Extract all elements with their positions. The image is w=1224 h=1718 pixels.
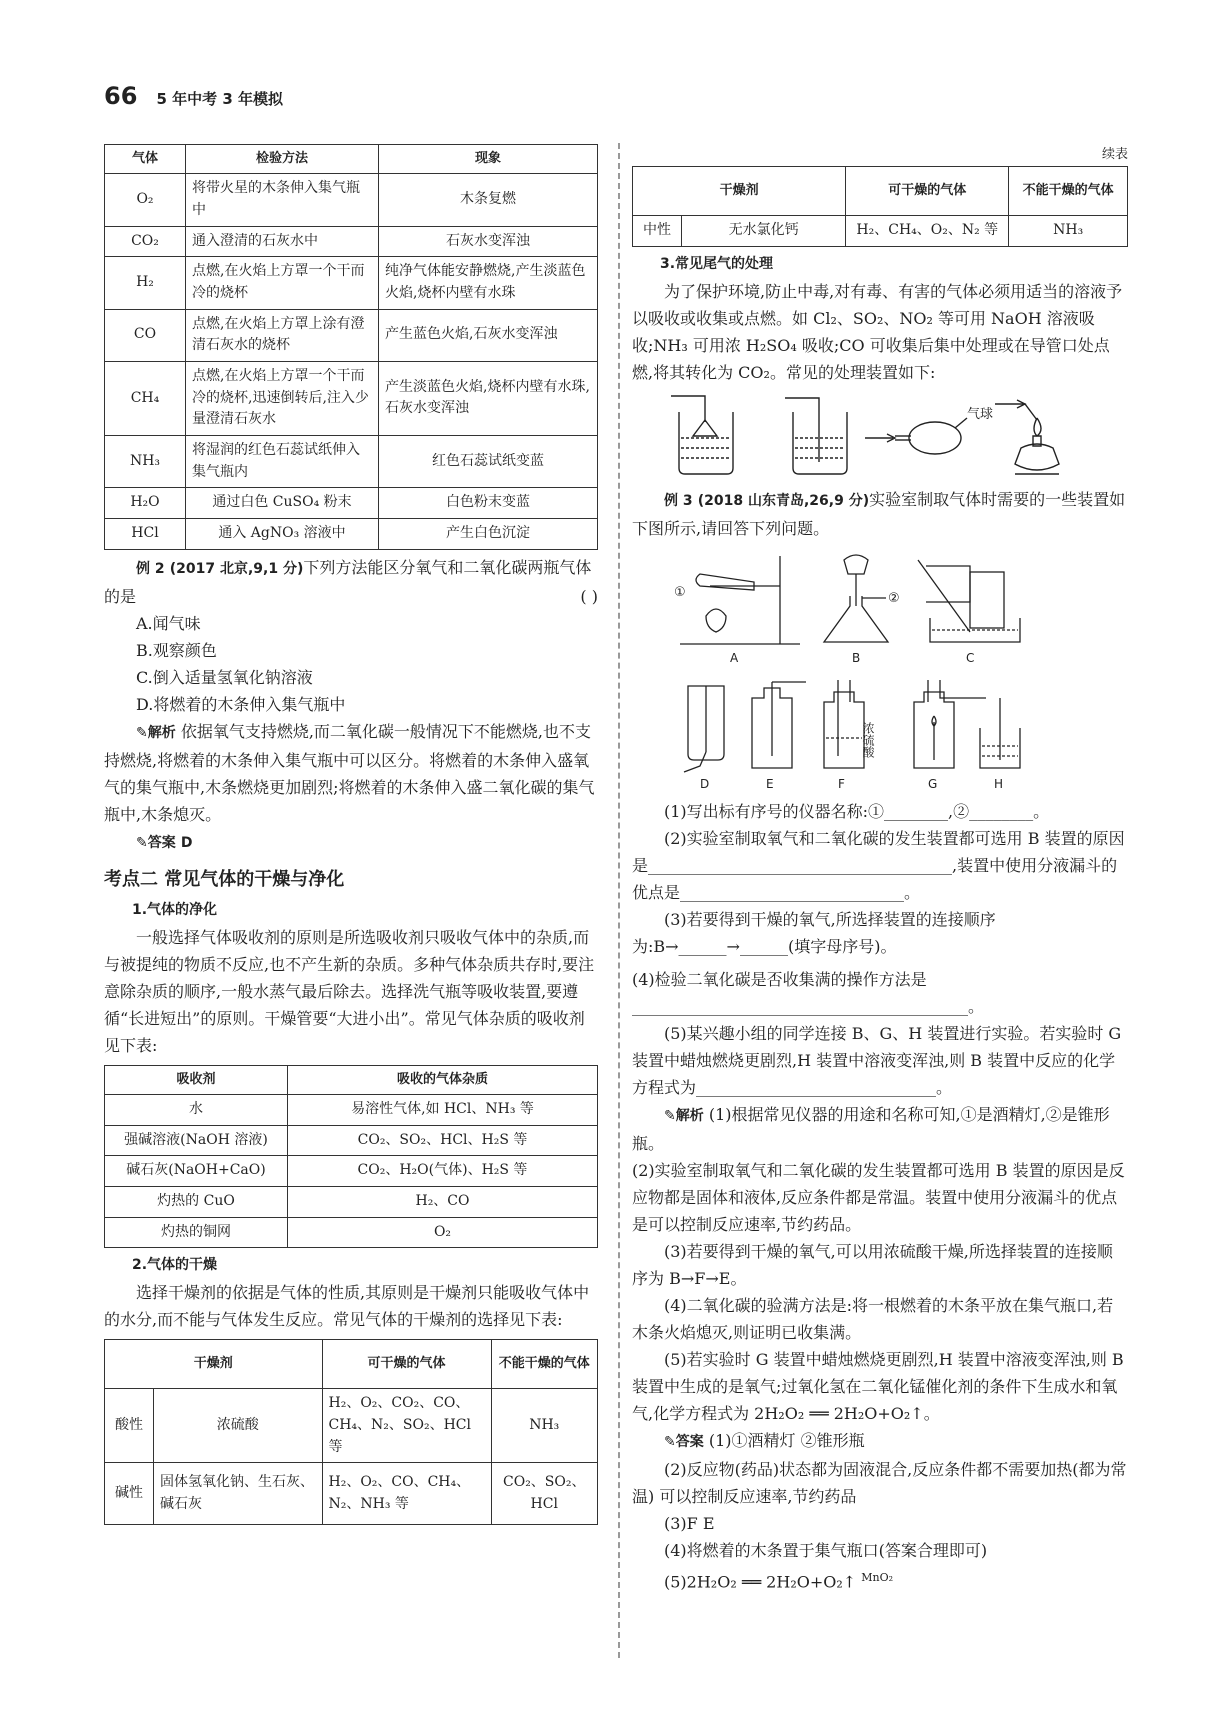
answer-value: D bbox=[180, 834, 193, 851]
table-cell: 点燃,在火焰上方罩一个干而冷的烧杯 bbox=[186, 257, 379, 309]
table-header: 现象 bbox=[379, 145, 598, 174]
balloon-icon bbox=[865, 406, 993, 454]
option-a: A.闻气味 bbox=[136, 613, 201, 633]
table-cell: CO₂、SO₂、HCl、H₂S 等 bbox=[288, 1125, 598, 1156]
table-row bbox=[105, 226, 598, 257]
table-cell: 酸性 bbox=[105, 1389, 154, 1463]
apparatus-e-icon bbox=[752, 682, 806, 791]
table-cell: 产生蓝色火焰,石灰水变浑浊 bbox=[379, 309, 598, 361]
table-header: 不能干燥的气体 bbox=[491, 1340, 598, 1389]
table-row bbox=[105, 1463, 598, 1525]
section-title: 考点二 常见气体的干燥与净化 bbox=[104, 868, 345, 890]
answer-1: (1)①酒精灯 ②锥形瓶 bbox=[708, 1430, 865, 1450]
tail-gas-apparatus-figure bbox=[665, 390, 1095, 482]
answer-paren: ( ) bbox=[580, 586, 598, 606]
label-d: D bbox=[700, 776, 710, 791]
table-cell: 浓硫酸 bbox=[154, 1389, 323, 1463]
label-b: B bbox=[852, 650, 861, 665]
table-cell: 灼热的 CuO bbox=[105, 1186, 288, 1217]
gas-test-table bbox=[104, 144, 598, 550]
subsection-title: 3.常见尾气的处理 bbox=[660, 255, 774, 272]
apparatus-b-icon bbox=[824, 555, 900, 665]
table-row bbox=[105, 519, 598, 550]
question-4: (4)检验二氧化碳是否收集满的操作方法是__________________________________________。 bbox=[632, 969, 985, 1016]
answer-2: (2)反应物(药品)状态都为固液混合,反应条件都不需要加热(都为常温) 可以控制反应速率,节约药品 bbox=[632, 1459, 1127, 1506]
table-cell: O₂ bbox=[288, 1217, 598, 1248]
apparatus-c-icon bbox=[918, 560, 1020, 665]
example-question: 下列方法能区分氧气和二氧化碳两瓶气体的是 bbox=[104, 557, 592, 606]
table-row bbox=[105, 488, 598, 519]
burn-lamp-icon bbox=[995, 400, 1059, 474]
question-5: (5)某兴趣小组的同学连接 B、G、H 装置进行实验。若实验时 G 装置中蜡烛燃烧更剧烈,H 装置中溶液变浑浊,则 B 装置中反应的化学方程式为______________________________。 bbox=[632, 1023, 1122, 1097]
table-cell: 石灰水变浑浊 bbox=[379, 226, 598, 257]
paragraph: 为了保护环境,防止中毒,对有毒、有害的气体必须用适当的溶液予以吸收或收集或点燃。如 Cl₂、SO₂、NO₂ 等可用 NaOH 溶液吸收;NH₃ 可用浓 H₂SO₄ 吸收;CO 可收集后集中处理或在导管口处点燃,将其转化为 CO₂。常见的处理装置如下: bbox=[632, 281, 1123, 382]
marker-1: ① bbox=[674, 584, 686, 600]
table-row bbox=[105, 309, 598, 361]
table-row bbox=[105, 1125, 598, 1156]
table-cell: 红色石蕊试纸变蓝 bbox=[379, 436, 598, 488]
right-column bbox=[632, 144, 1128, 1595]
answer-3: (3)F E bbox=[664, 1513, 715, 1533]
table-row bbox=[105, 1094, 598, 1125]
table-cell: NH₃ bbox=[1009, 216, 1128, 247]
apparatus-a-icon bbox=[674, 556, 800, 665]
table-header: 干燥剂 bbox=[105, 1340, 323, 1389]
table-cell: 碱石灰(NaOH+CaO) bbox=[105, 1156, 288, 1187]
table-row bbox=[105, 1186, 598, 1217]
acid-label: 浓硫酸 bbox=[861, 721, 875, 758]
apparatus-f-icon bbox=[824, 680, 875, 791]
column-divider bbox=[618, 143, 620, 1658]
table-cell: H₂ bbox=[105, 257, 186, 309]
answer-5: (5)2H₂O₂ ══ 2H₂O+O₂↑ bbox=[664, 1572, 857, 1592]
question-2: (2)实验室制取氧气和二氧化碳的发生装置都可选用 B 装置的原因是______________________________________,装置中使用分液漏斗的优点是____________________________。 bbox=[632, 828, 1125, 902]
option-c: C.倒入适量氢氧化钠溶液 bbox=[136, 667, 313, 687]
table-cell: 碱性 bbox=[105, 1463, 154, 1525]
example-label: 例 2 bbox=[136, 560, 165, 577]
table-cell: 白色粉末变蓝 bbox=[379, 488, 598, 519]
desiccant-table bbox=[104, 1339, 598, 1525]
table-cell: 产生淡蓝色火焰,烧杯内壁有水珠,石灰水变浑浊 bbox=[379, 361, 598, 435]
page-number: 66 bbox=[104, 82, 138, 110]
table-row bbox=[105, 1156, 598, 1187]
absorb-beaker-funnel-icon bbox=[671, 396, 733, 474]
table-cell: 点燃,在火焰上方罩一个干而冷的烧杯,迅速倒转后,注入少量澄清石灰水 bbox=[186, 361, 379, 435]
table-row bbox=[105, 361, 598, 435]
table-cell: 将湿润的红色石蕊试纸伸入集气瓶内 bbox=[186, 436, 379, 488]
table-header: 可干燥的气体 bbox=[846, 167, 1009, 216]
table-cell: 木条复燃 bbox=[379, 174, 598, 226]
paragraph: 一般选择气体吸收剂的原则是所选吸收剂只吸收气体中的杂质,而与被提纯的物质不反应,也不产生新的杂质。多种气体杂质共存时,要注意除杂质的顺序,一般水蒸气最后除去。选择洗气瓶等吸收装置,要遵循“长进短出”的原则。干燥管要“大进小出”。常见气体杂质的吸收剂见下表: bbox=[104, 927, 595, 1055]
table-row bbox=[105, 174, 598, 226]
left-column bbox=[104, 144, 598, 1525]
table-cell: 通过白色 CuSO₄ 粉末 bbox=[186, 488, 379, 519]
label-g: G bbox=[928, 776, 938, 791]
subsection-title: 1.气体的净化 bbox=[132, 901, 218, 918]
table-row bbox=[105, 257, 598, 309]
table-header: 干燥剂 bbox=[633, 167, 846, 216]
analysis-label: ✎解析 bbox=[664, 1107, 704, 1124]
analysis-3: (3)若要得到干燥的氧气,可以用浓硫酸干燥,所选择装置的连接顺序为 B→F→E。 bbox=[632, 1241, 1113, 1288]
table-cell: 易溶性气体,如 HCl、NH₃ 等 bbox=[288, 1094, 598, 1125]
question-3: (3)若要得到干燥的氧气,所选择装置的连接顺序为:B→______→______(填字母序号)。 bbox=[632, 909, 996, 956]
label-f: F bbox=[838, 776, 845, 791]
table-header: 检验方法 bbox=[186, 145, 379, 174]
paragraph: 选择干燥剂的依据是气体的性质,其原则是干燥剂只能吸收气体中的水分,而不能与气体发生反应。常见气体的干燥剂的选择见下表: bbox=[104, 1283, 590, 1330]
table-header: 吸收剂 bbox=[105, 1065, 288, 1094]
table-cell: 通入 AgNO₃ 溶液中 bbox=[186, 519, 379, 550]
analysis-2: (2)实验室制取氧气和二氧化碳的发生装置都可选用 B 装置的原因是反应物都是固体和液体,反应条件都是常温。装置中使用分液漏斗的优点是可以控制反应速率,节约药品。 bbox=[632, 1160, 1125, 1234]
table-cell: 灼热的铜网 bbox=[105, 1217, 288, 1248]
table-cell: CO bbox=[105, 309, 186, 361]
table-row bbox=[105, 1217, 598, 1248]
label-e: E bbox=[766, 776, 774, 791]
table-cell: H₂O bbox=[105, 488, 186, 519]
answer-4: (4)将燃着的木条置于集气瓶口(答案合理即可) bbox=[664, 1540, 988, 1560]
table-cell: 中性 bbox=[633, 216, 682, 247]
label-c: C bbox=[966, 650, 975, 665]
table-cell: H₂、O₂、CO₂、CO、CH₄、N₂、SO₂、HCl 等 bbox=[322, 1389, 491, 1463]
marker-2: ② bbox=[888, 590, 900, 606]
table-cell: O₂ bbox=[105, 174, 186, 226]
lab-apparatus-figure bbox=[670, 546, 1090, 794]
absorb-beaker-tube-icon bbox=[785, 398, 847, 474]
example-label: 例 3 bbox=[664, 492, 693, 509]
table-header: 气体 bbox=[105, 145, 186, 174]
table-row bbox=[105, 1389, 598, 1463]
table-cell: H₂、CO bbox=[288, 1186, 598, 1217]
answer-label: ✎答案 bbox=[136, 834, 176, 851]
table-cell: NH₃ bbox=[105, 436, 186, 488]
table-cell: 产生白色沉淀 bbox=[379, 519, 598, 550]
option-d: D.将燃着的木条伸入集气瓶中 bbox=[136, 694, 346, 714]
page-header bbox=[104, 82, 283, 110]
analysis-5: (5)若实验时 G 装置中蜡烛燃烧更剧烈,H 装置中溶液变浑浊,则 B 装置中生成的是氧气;过氧化氢在二氧化锰催化剂的条件下生成水和氧气,化学方程式为 2H₂O₂ ══ 2H₂O+O₂↑。 bbox=[632, 1349, 1124, 1423]
example-question: 实验室制取气体时需要的一些装置如下图所示,请回答下列问题。 bbox=[632, 489, 1126, 538]
table-cell: CO₂ bbox=[105, 226, 186, 257]
answer-label: ✎答案 bbox=[664, 1433, 704, 1450]
table-cell: CO₂、H₂O(气体)、H₂S 等 bbox=[288, 1156, 598, 1187]
table-row bbox=[633, 216, 1128, 247]
analysis-text: 依据氧气支持燃烧,而二氧化碳一般情况下不能燃烧,也不支持燃烧,将燃着的木条伸入集气瓶中可以区分。将燃着的木条伸入盛氧气的集气瓶中,木条燃烧更加剧烈;将燃着的木条伸入盛二氧化碳的集气瓶中,木条熄灭。 bbox=[104, 721, 595, 824]
question-1: (1)写出标有序号的仪器名称:①________,②________。 bbox=[664, 801, 1050, 821]
table-cell: 通入澄清的石灰水中 bbox=[186, 226, 379, 257]
apparatus-g-icon bbox=[914, 680, 986, 791]
option-b: B.观察颜色 bbox=[136, 640, 217, 660]
example-source: (2017 北京,9,1 分) bbox=[169, 560, 304, 577]
balloon-label: 气球 bbox=[967, 406, 994, 422]
label-h: H bbox=[994, 776, 1004, 791]
table-cell: 固体氢氧化钠、生石灰、碱石灰 bbox=[154, 1463, 323, 1525]
table-header: 可干燥的气体 bbox=[322, 1340, 491, 1389]
apparatus-h-icon bbox=[980, 698, 1020, 791]
example-2 bbox=[104, 554, 598, 857]
table-cell: CO₂、SO₂、HCl bbox=[491, 1463, 598, 1525]
table-cell: H₂、CH₄、O₂、N₂ 等 bbox=[846, 216, 1009, 247]
subsection-title: 2.气体的干燥 bbox=[132, 1257, 218, 1274]
analysis-4: (4)二氧化碳的验满方法是:将一根燃着的木条平放在集气瓶口,若木条火焰熄灭,则证明已收集满。 bbox=[632, 1295, 1114, 1342]
catalyst-label: MnO₂ bbox=[861, 1570, 894, 1584]
table-cell: 无水氯化钙 bbox=[682, 216, 846, 247]
table-row bbox=[105, 436, 598, 488]
table-cell: HCl bbox=[105, 519, 186, 550]
absorbent-table bbox=[104, 1065, 598, 1249]
desiccant-table-continued bbox=[632, 166, 1128, 247]
table-cell: 纯净气体能安静燃烧,产生淡蓝色火焰,烧杯内壁有水珠 bbox=[379, 257, 598, 309]
table-cell: 强碱溶液(NaOH 溶液) bbox=[105, 1125, 288, 1156]
label-a: A bbox=[730, 650, 739, 665]
table-cell: 将带火星的木条伸入集气瓶中 bbox=[186, 174, 379, 226]
table-cell: NH₃ bbox=[491, 1389, 598, 1463]
table-cell: H₂、O₂、CO、CH₄、N₂、NH₃ 等 bbox=[322, 1463, 491, 1525]
table-cell: 点燃,在火焰上方罩上涂有澄清石灰水的烧杯 bbox=[186, 309, 379, 361]
continued-label: 续表 bbox=[1101, 147, 1128, 162]
analysis-label: ✎解析 bbox=[136, 724, 176, 741]
book-title: 5 年中考 3 年模拟 bbox=[156, 90, 284, 108]
table-header: 吸收的气体杂质 bbox=[288, 1065, 598, 1094]
table-header: 不能干燥的气体 bbox=[1009, 167, 1128, 216]
analysis-1: (1)根据常见仪器的用途和名称可知,①是酒精灯,②是锥形瓶。 bbox=[632, 1104, 1110, 1153]
apparatus-d-icon bbox=[684, 686, 724, 791]
table-cell: 水 bbox=[105, 1094, 288, 1125]
table-cell: CH₄ bbox=[105, 361, 186, 435]
example-source: (2018 山东青岛,26,9 分) bbox=[697, 492, 870, 509]
